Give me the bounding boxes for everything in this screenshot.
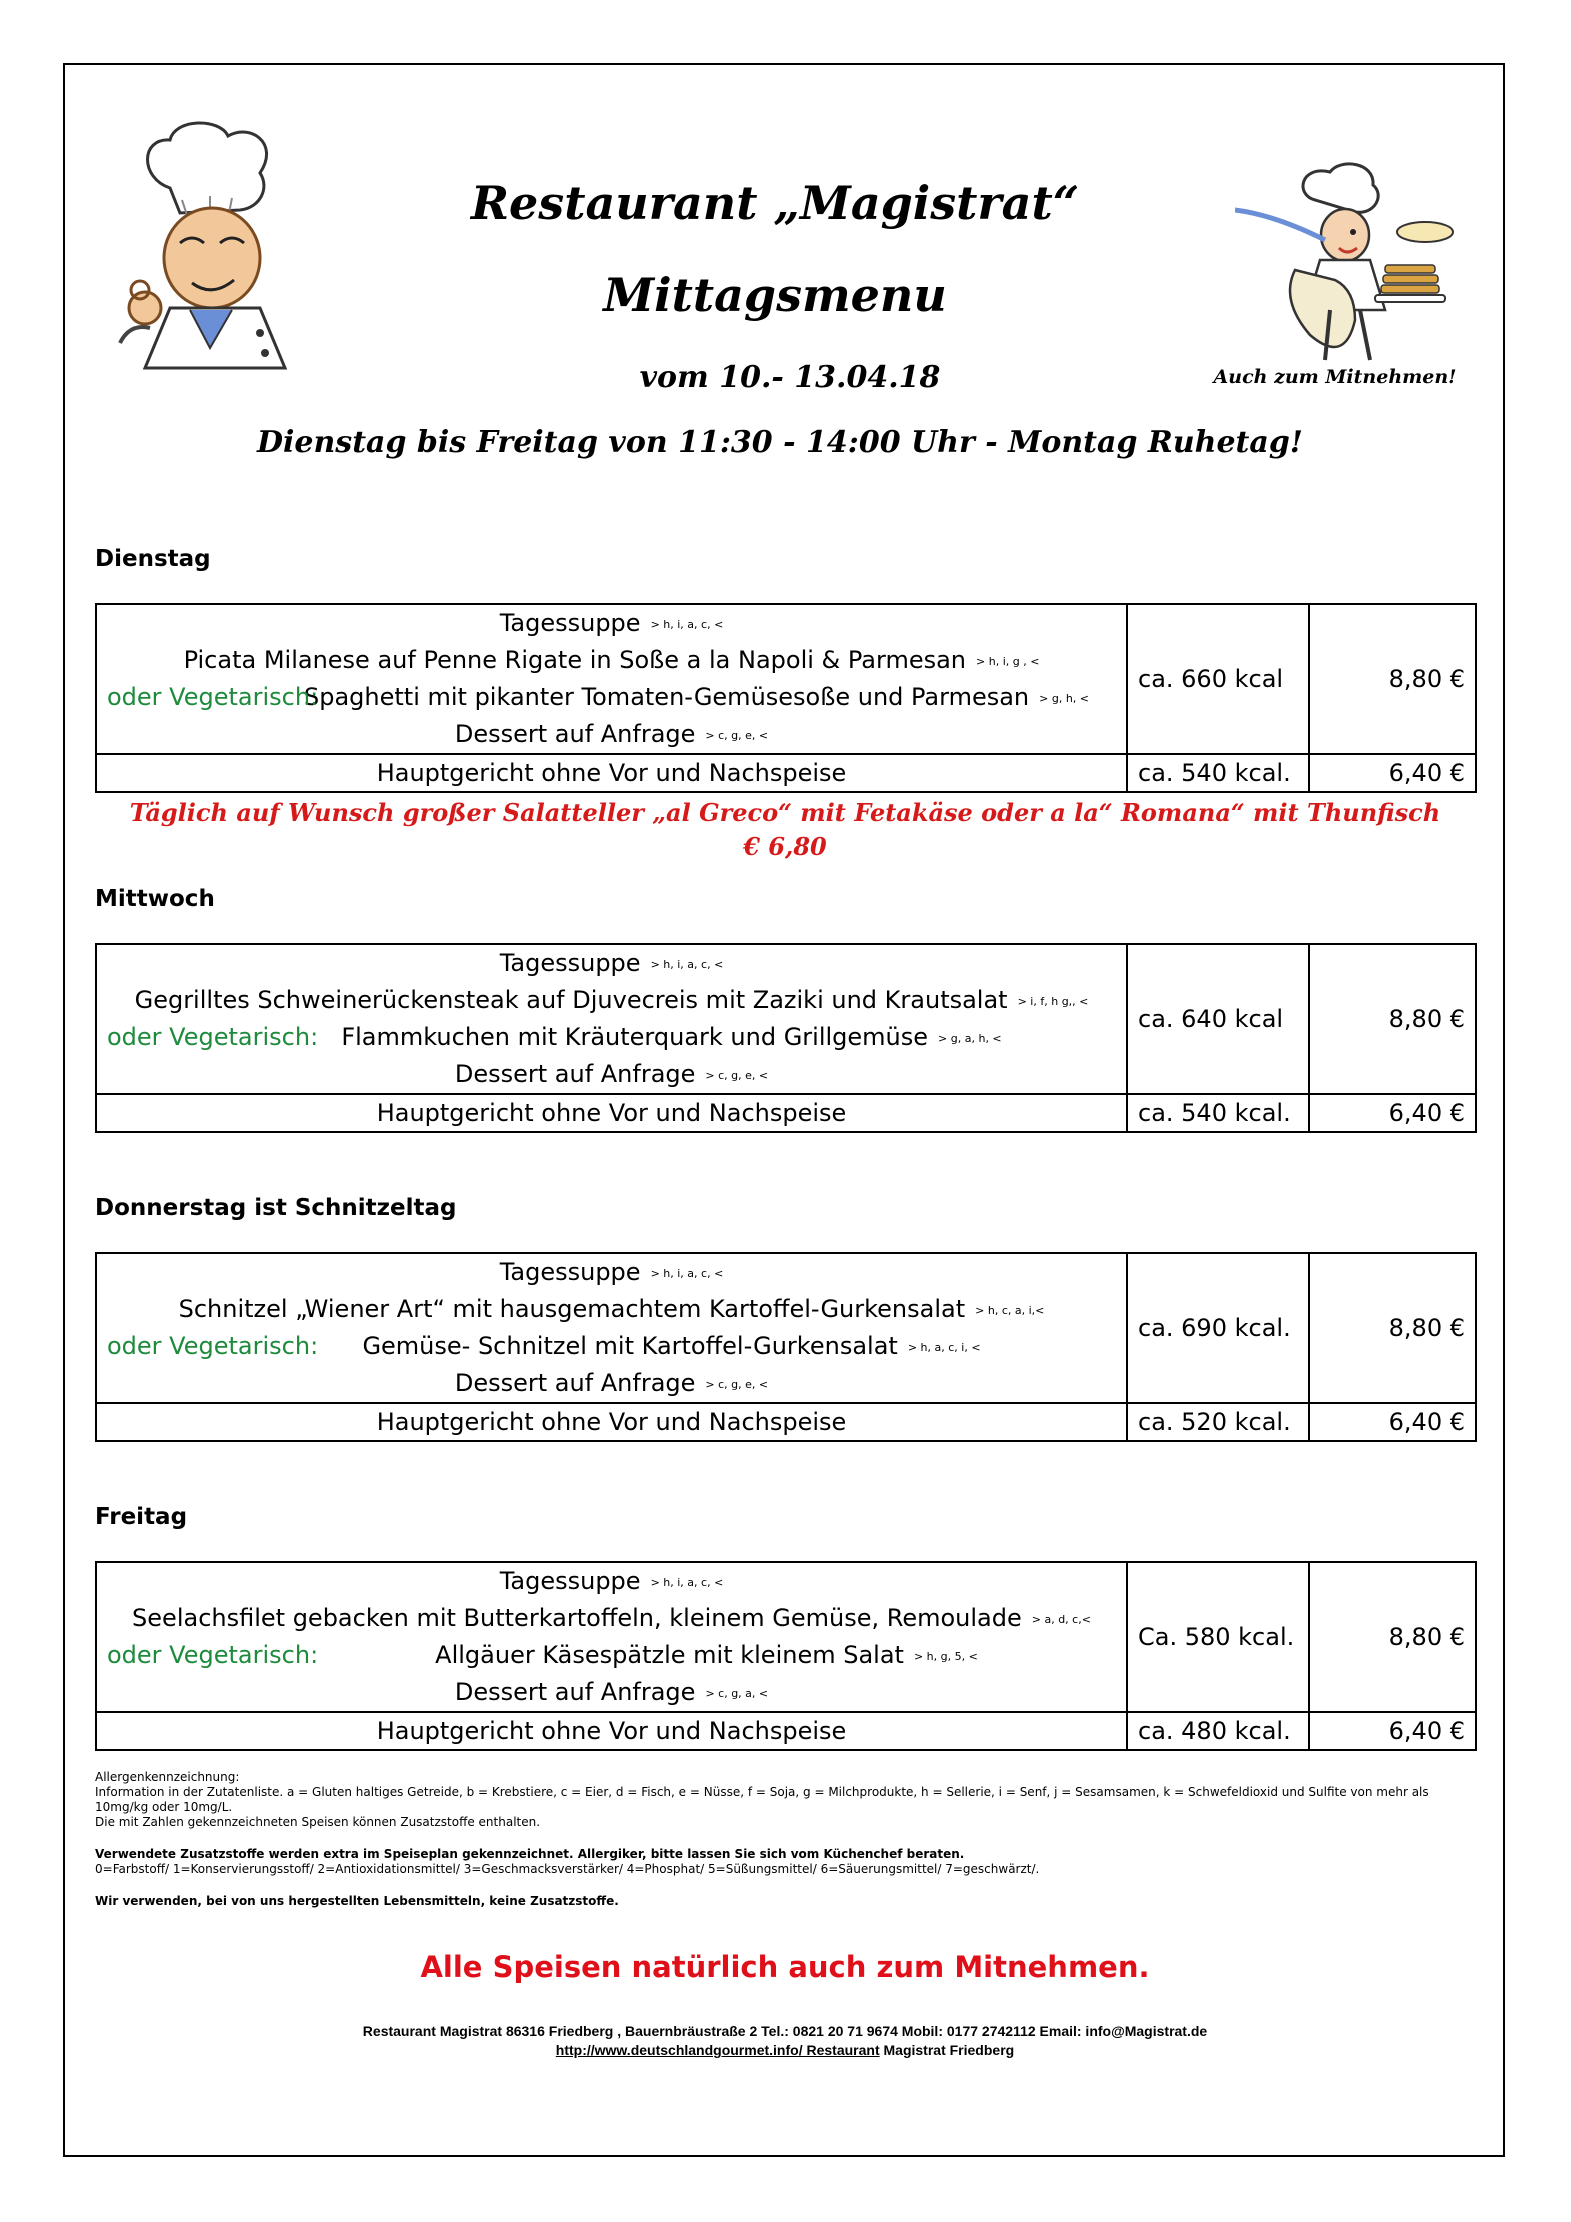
allergen-code: > h, i, a, c, < [650,1266,724,1280]
dessert-line [107,1365,1116,1402]
allergen-code: > h, g, 5, < [913,1649,978,1663]
soup-name: Tagessuppe [499,949,641,977]
vegetarian-line [107,1328,1116,1365]
soup-name: Tagessuppe [499,1567,641,1595]
allergen-code: > h, i, a, c, < [650,957,724,971]
vegetarian-line [107,679,1116,716]
menu-table-donnerstag [95,1252,1477,1442]
allergen-code: > h, i, a, c, < [650,1575,724,1589]
vegetarian-dish-name: Spaghetti mit pikanter Tomaten-Gemüsesoße und Parmesan [303,683,1030,711]
main-only-row [96,1094,1476,1132]
main-dish-line [107,1600,1116,1637]
allergen-note: Die mit Zahlen gekennzeichneten Speisen können Zusatzstoffe enthalten. [95,1815,541,1829]
kcal-value: Ca. 580 kcal. [1127,1562,1309,1712]
main-dish-line [107,642,1116,679]
main-only-label: Hauptgericht ohne Vor und Nachspeise [96,1094,1127,1132]
dessert-line [107,1674,1116,1711]
main-only-price: 6,40 € [1309,1094,1476,1132]
vegetarian-label: oder Vegetarisch: [107,1332,319,1360]
kcal-value: ca. 660 kcal [1127,604,1309,754]
menu-table-freitag [95,1561,1477,1751]
allergen-code: > c, g, e, < [705,1377,769,1391]
main-only-label: Hauptgericht ohne Vor und Nachspeise [96,1712,1127,1750]
main-dish-name: Gegrilltes Schweinerückensteak auf Djuvecreis mit Zaziki und Krautsalat [134,986,1008,1014]
menu-row [96,944,1476,1094]
dishes-cell [96,1253,1127,1403]
menu-title: Mittagsmenu [603,268,947,322]
allergen-code: > a, d, c,< [1031,1612,1091,1626]
chef-pancakes-illustration [1235,160,1455,370]
soup-line [107,1254,1116,1291]
vegetarian-label: oder Vegetarisch: [107,1023,319,1051]
allergen-code: > c, g, e, < [705,1068,769,1082]
allergen-code: > g, h, < [1039,691,1090,705]
soup-line [107,945,1116,982]
chef-ok-illustration [110,118,305,370]
vegetarian-line [107,1637,1116,1674]
salad-offer [110,796,1460,864]
soup-line [107,605,1116,642]
main-dish-name: Seelachsfilet gebacken mit Butterkartoffeln, kleinem Gemüse, Remoulade [132,1604,1022,1632]
vegetarian-label: oder Vegetarisch: [107,683,319,711]
website-link[interactable]: http://www.deutschlandgourmet.info/ Restaurant [555,2042,880,2058]
main-dish-name: Schnitzel „Wiener Art“ mit hausgemachtem Kartoffel-Gurkensalat [178,1295,966,1323]
dishes-cell [96,1562,1127,1712]
allergen-code: > h, a, c, i, < [907,1340,981,1354]
salad-offer-price: € 6,80 [743,832,827,861]
dishes-cell [96,944,1127,1094]
day-heading-dienstag: Dienstag [95,546,211,572]
main-only-price: 6,40 € [1309,1712,1476,1750]
main-only-row [96,754,1476,792]
dessert-line [107,716,1116,753]
main-dish-line [107,1291,1116,1328]
main-only-kcal: ca. 520 kcal. [1127,1403,1309,1441]
footer-website-line [150,2041,1420,2060]
allergen-code: > c, g, e, < [705,728,769,742]
menu-date: vom 10.- 13.04.18 [639,360,941,395]
vegetarian-dish-name: Gemüse- Schnitzel mit Kartoffel-Gurkensalat [362,1332,898,1360]
dessert-name: Dessert auf Anfrage [454,1369,696,1397]
price-value: 8,80 € [1309,944,1476,1094]
main-dish-line [107,982,1116,1019]
menu-row [96,604,1476,754]
main-only-kcal: ca. 540 kcal. [1127,1094,1309,1132]
allergen-code: > h, i, g , < [976,654,1040,668]
soup-name: Tagessuppe [499,1258,641,1286]
main-only-row [96,1712,1476,1750]
footer [150,2022,1420,2060]
dessert-name: Dessert auf Anfrage [454,1678,696,1706]
kcal-value: ca. 690 kcal. [1127,1253,1309,1403]
dishes-cell [96,604,1127,754]
vegetarian-dish-name: Allgäuer Käsespätzle mit kleinem Salat [435,1641,904,1669]
opening-hours: Dienstag bis Freitag von 11:30 - 14:00 Uhr - Montag Ruhetag! [257,425,1303,460]
vegetarian-label: oder Vegetarisch: [107,1641,319,1669]
dessert-name: Dessert auf Anfrage [454,720,696,748]
main-only-row [96,1403,1476,1441]
footer-website-suffix: Magistrat Friedberg [879,2042,1015,2058]
additives-heading: Verwendete Zusatzstoffe werden extra im Speiseplan gekennzeichnet. Allergiker, bitte lassen Sie sich vom Küchenchef beraten. [95,1847,965,1861]
day-heading-mittwoch: Mittwoch [95,886,215,912]
allergen-code: > i, f, h g,, < [1017,994,1089,1008]
takeaway-banner: Alle Speisen natürlich auch zum Mitnehmen. [420,1950,1150,1984]
menu-table-dienstag [95,603,1477,793]
main-only-kcal: ca. 480 kcal. [1127,1712,1309,1750]
main-only-price: 6,40 € [1309,754,1476,792]
vegetarian-line [107,1019,1116,1056]
menu-row [96,1253,1476,1403]
dessert-line [107,1056,1116,1093]
takeaway-note: Auch zum Mitnehmen! [1213,366,1457,388]
menu-row [96,1562,1476,1712]
soup-name: Tagessuppe [499,609,641,637]
day-heading-freitag: Freitag [95,1504,188,1530]
day-heading-donnerstag: Donnerstag ist Schnitzeltag [95,1195,457,1221]
footer-contact: Restaurant Magistrat 86316 Friedberg , Bauernbräustraße 2 Tel.: 0821 20 71 9674 Mobil: 0177 2742112 Email: info@Magistrat.de [362,2023,1208,2039]
kcal-value: ca. 640 kcal [1127,944,1309,1094]
allergen-code: > g, a, h, < [938,1031,1002,1045]
main-only-label: Hauptgericht ohne Vor und Nachspeise [96,754,1127,792]
main-only-price: 6,40 € [1309,1403,1476,1441]
price-value: 8,80 € [1309,1253,1476,1403]
restaurant-title: Restaurant „Magistrat“ [470,176,1080,230]
main-only-label: Hauptgericht ohne Vor und Nachspeise [96,1403,1127,1441]
price-value: 8,80 € [1309,1562,1476,1712]
allergen-code: > c, g, a, < [705,1686,769,1700]
soup-line [107,1563,1116,1600]
main-dish-name: Picata Milanese auf Penne Rigate in Soße a la Napoli & Parmesan [183,646,967,674]
allergen-legend: Information in der Zutatenliste. a = Gluten haltiges Getreide, b = Krebstiere, c = Eier, d = Fisch, e = Nüsse, f = Soja, g = Milchprodukte, h = Sellerie, i = Senf, j = Sesamsamen, k = Schwefeldioxid und Sulfite von mehr als 10mg/kg oder 10mg/L. [95,1785,1429,1814]
main-only-kcal: ca. 540 kcal. [1127,754,1309,792]
vegetarian-dish-name: Flammkuchen mit Kräuterquark und Grillgemüse [341,1023,929,1051]
menu-table-mittwoch [95,943,1477,1133]
no-additives-note: Wir verwenden, bei von uns hergestellten Lebensmitteln, keine Zusatzstoffe. [95,1894,619,1908]
additives-list: 0=Farbstoff/ 1=Konservierungsstoff/ 2=Antioxidationsmittel/ 3=Geschmacksverstärker/ 4=Phosphat/ 5=Süßungsmittel/ 6=Säuerungsmittel/ 7=geschwärzt/. [95,1862,1040,1876]
price-value: 8,80 € [1309,604,1476,754]
allergen-heading: Allergenkennzeichnung: [95,1770,240,1784]
dessert-name: Dessert auf Anfrage [454,1060,696,1088]
allergen-code: > h, c, a, i,< [975,1303,1045,1317]
allergen-info [95,1770,1480,1909]
allergen-code: > h, i, a, c, < [650,617,724,631]
salad-offer-text: Täglich auf Wunsch großer Salatteller „al Greco“ mit Fetakäse oder a la“ Romana“ mit Thunfisch [129,798,1441,827]
